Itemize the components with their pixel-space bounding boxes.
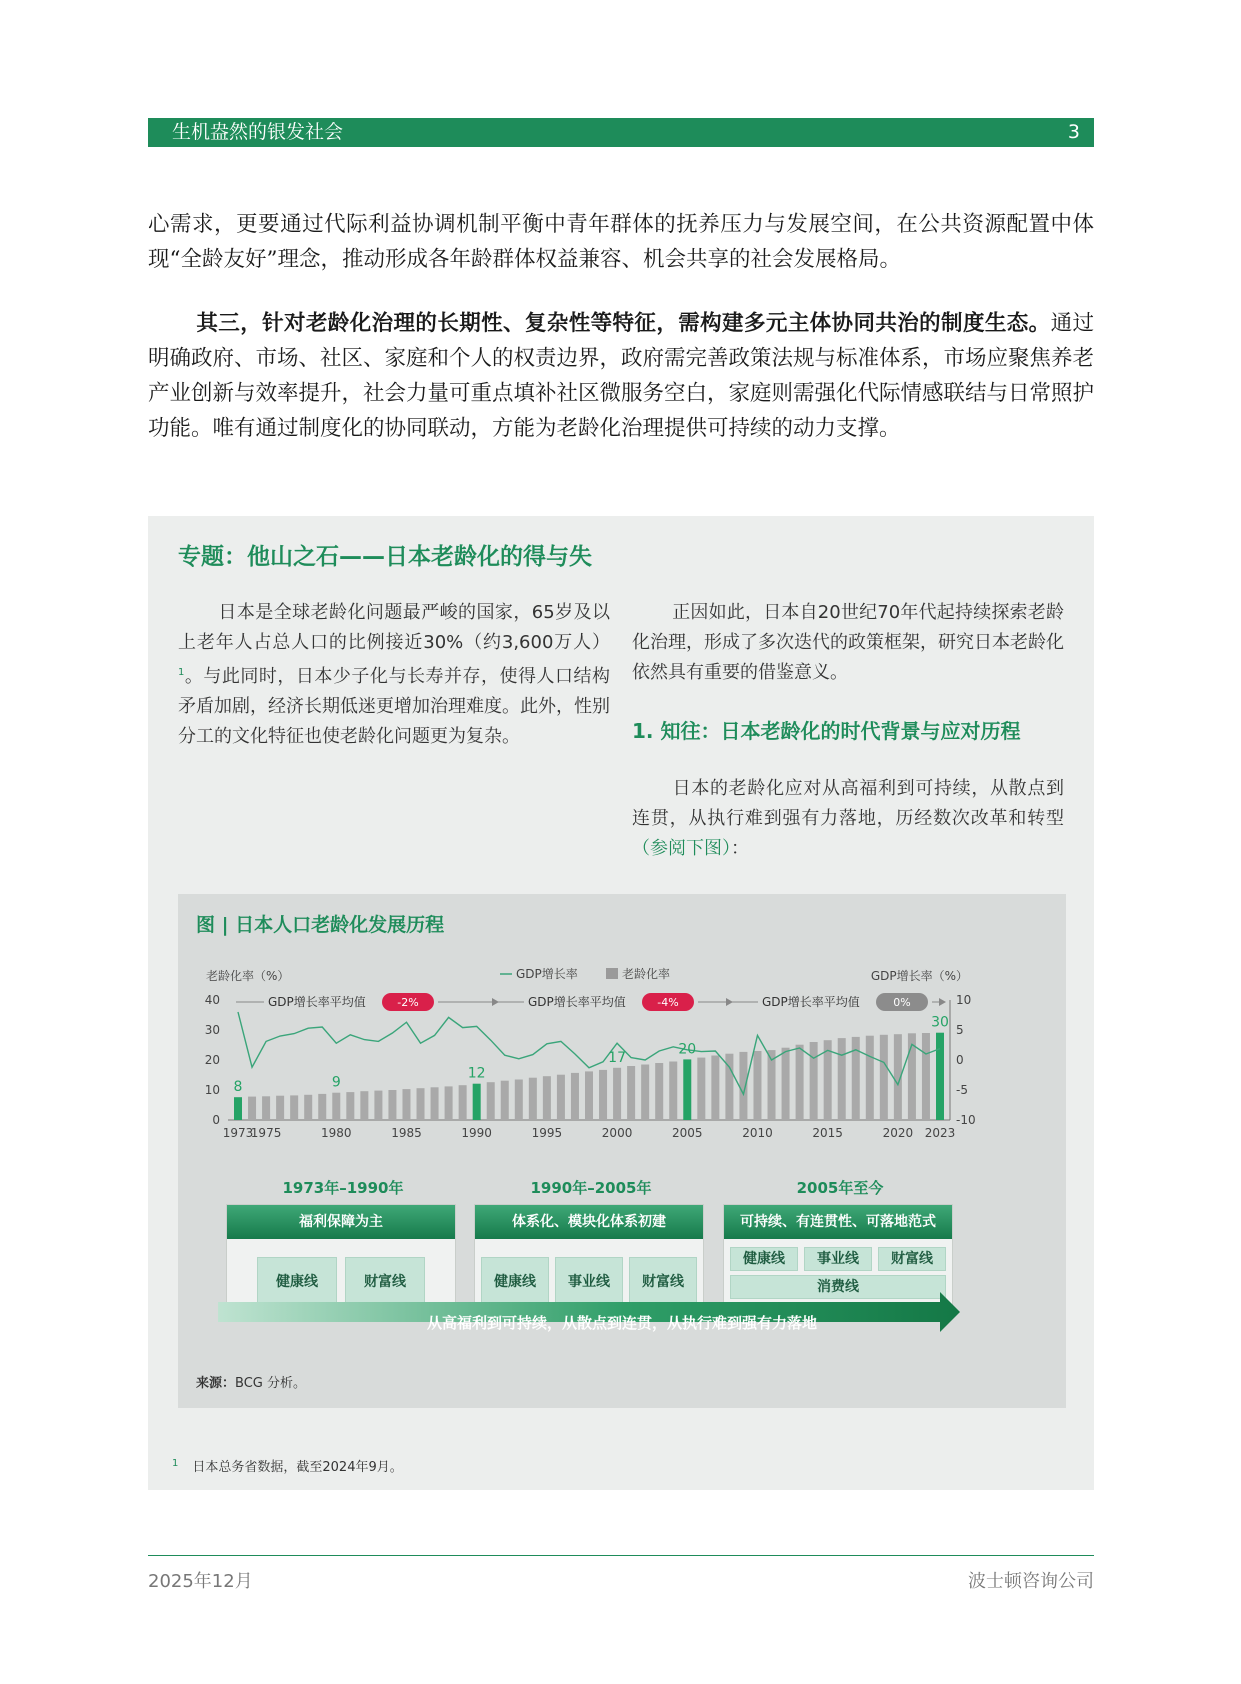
y-right-tick: 5 [956,1023,964,1037]
y-right-tick: -10 [956,1113,976,1127]
y-right-tick: 0 [956,1053,964,1067]
average-label: GDP增长率平均值 [268,995,366,1009]
x-tick: 2000 [601,1126,633,1140]
page-header [148,118,1094,147]
aging-value-label: 30 [931,1014,949,1031]
phase-3-tile-wealth: 财富线 [878,1247,946,1271]
body-paragraph-1: 心需求，更要通过代际利益协调机制平衡中青年群体的抚养压力与发展空间，在公共资源配置中体现“全龄友好”理念，推动形成各年龄群体权益兼容、机会共享的社会发展格局。 [148,212,1094,272]
phase-3-tile-health: 健康线 [730,1247,798,1271]
figure-panel [178,894,1066,1408]
x-tick: 1985 [391,1126,422,1140]
phase-3-tile-consumption: 消费线 [730,1275,946,1299]
y-left-tick: 40 [204,993,220,1007]
average-value: -4% [657,996,679,1009]
body-paragraph-2 [148,306,1094,446]
x-tick: 2020 [882,1126,914,1140]
y-left-tick: 10 [204,1083,220,1097]
y-right-tick: -5 [956,1083,968,1097]
x-tick: 1995 [531,1126,563,1140]
report-title: 生机盎然的银发社会 [172,121,344,143]
y-left-tick: 20 [204,1053,220,1067]
figure-source: 来源：BCG 分析。 [196,1376,306,1391]
legend-aging-label: 老龄化率 [622,967,671,981]
aging-value-label: 8 [233,1079,243,1096]
phase-period-1: 1973年–1990年 [282,1179,404,1197]
phase-2-tile-wealth: 财富线 [629,1257,697,1307]
footer-publisher: 波士顿咨询公司 [968,1571,1094,1592]
phase-2-tile-health: 健康线 [481,1257,549,1307]
x-tick: 1990 [461,1126,492,1140]
y-left-tick: 30 [204,1023,220,1037]
aging-value-label: 12 [467,1065,486,1082]
section-subtitle: 1. 知往：日本老龄化的时代背景与应对历程 [632,719,1021,743]
y-axis-left-label: 老龄化率（%） [206,969,290,983]
phase-1-tile-health: 健康线 [257,1257,337,1307]
x-tick: 1980 [321,1126,352,1140]
phase-heading-2: 体系化、模块化体系初建 [475,1205,703,1239]
progress-arrow-label: 从高福利到可持续，从散点到连贯，从执行难到强有力落地 [426,1314,817,1332]
y-right-tick: 10 [956,993,972,1007]
x-tick: 2023 [924,1126,956,1140]
y-axis-right-label: GDP增长率（%） [870,969,968,983]
legend-gdp-label: GDP增长率 [516,967,578,981]
phase-heading-1: 福利保障为主 [227,1205,455,1239]
x-tick: 1975 [250,1126,282,1140]
feature-box [148,516,1094,1490]
footnote-ref: 1 [178,667,185,678]
phase-period-3: 2005年至今 [796,1179,884,1197]
average-label: GDP增长率平均值 [762,995,860,1009]
footer-divider [148,1555,1094,1556]
x-tick: 2010 [742,1126,773,1140]
aging-value-label: 20 [678,1041,697,1058]
figure-title: 图 | 日本人口老龄化发展历程 [196,914,445,936]
aging-value-label: 9 [331,1074,341,1091]
average-label: GDP增长率平均值 [528,995,626,1009]
feature-right-paragraph-2: 日本的老龄化应对从高福利到可持续，从散点到连贯，从执行难到强有力落地，历经数次改革和转型（参阅下图）： [632,778,1064,859]
feature-right-paragraph-1: 正因如此，日本自20世纪70年代起持续探索老龄化治理，形成了多次迭代的政策框架，研究日本老龄化依然具有重要的借鉴意义。 [632,602,1064,683]
phase-2-tile-career: 事业线 [555,1257,623,1307]
footer-date: 2025年12月 [148,1571,253,1592]
aging-value-label: 17 [608,1049,626,1066]
figure-reference-link[interactable]: （参阅下图） [632,838,731,859]
x-tick: 2015 [812,1126,843,1140]
phase-period-2: 1990年–2005年 [530,1179,652,1197]
paragraph-2-lead: 其三，针对老龄化治理的长期性、复杂性等特征，需构建多元主体协同共治的制度生态。 [196,311,1051,336]
paragraph-2-text: 通过明确政府、市场、社区、家庭和个人的权责边界，政府需完善政策法规与标准体系，市场应聚焦养老产业创新与效率提升，社会力量可重点填补社区微服务空白，家庭则需强化代际情感联结与日常照护功能。唯有通过制度化的协同联动，方能为老龄化治理提供可持续的动力支撑。 [148,311,1095,441]
phase-heading-3: 可持续、有连贯性、可落地范式 [724,1205,952,1239]
average-value: 0% [893,996,911,1009]
page-number: 3 [1067,121,1080,143]
footnote: $^1$ 日本总务省数据，截至2024年9月。 [172,1457,403,1475]
phase-3-tile-career: 事业线 [804,1247,872,1271]
phase-1-tile-wealth: 财富线 [345,1257,425,1307]
feature-left-paragraph: 日本是全球老龄化问题最严峻的国家，65岁及以上老年人占总人口的比例接近30%（约3,600万人）$^1$。与此同时，日本少子化与长寿并存，使得人口结构矛盾加剧，经济长期低迷更增加治理难度。此外，性别分工的文化特征也使老龄化问题更为复杂。 [178,602,610,747]
feature-box-title: 专题：他山之石——日本老龄化的得与失 [178,544,592,570]
average-value: -2% [397,996,419,1009]
y-left-tick: 0 [212,1113,220,1127]
x-tick: 1973 [222,1126,254,1140]
x-tick: 2005 [672,1126,703,1140]
